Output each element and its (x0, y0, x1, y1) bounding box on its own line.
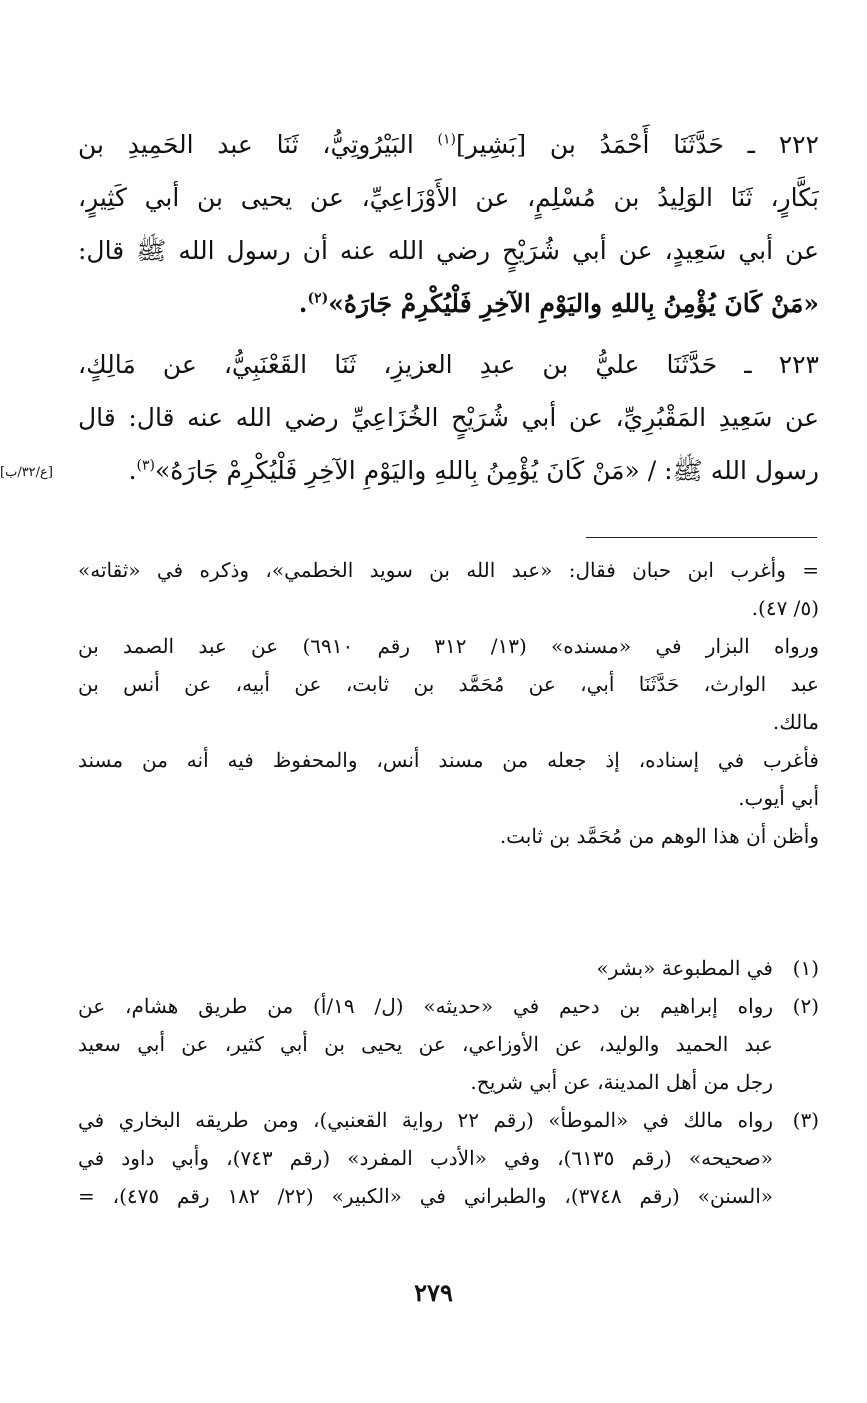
footnote-text: رواه مالك في «الموطأ» (رقم ٢٢ رواية القعنبي)، ومن طريقه البخاري في (78, 1108, 773, 1132)
hadith-223-line-3: رسول الله ﷺ: / «مَنْ كَانَ يُؤْمِنُ بِاللهِ واليَوْمِ الآخِرِ فَلْيُكْرِمْ جَارَهُ»$^{(٣)}$. (128, 456, 819, 485)
footnote-line: فأغرب في إسناده، إذ جعله من مسند أنس، والمحفوظ فيه أنه من مسند (78, 748, 819, 772)
footnote-line: وأظن أن هذا الوهم من مُحَمَّد بن ثابت. (499, 824, 819, 848)
footnote-ref-2: (٢) (307, 290, 329, 307)
footnote-1 (78, 949, 819, 987)
hadith-222-line-2: بَكَّارٍ، ثَنَا الوَلِيدُ بن مُسْلِمٍ، عن الأَوْزَاعِيِّ، عن يحيى بن أبي كَثِيرٍ، (78, 183, 819, 212)
footnote-3 (78, 1101, 819, 1215)
footnote-text: «صحيحه» (رقم ٦١٣٥)، وفي «الأدب المفرد» (رقم ٧٤٣)، وأبي داود في (78, 1146, 773, 1170)
footnote-line: (٥/ ٤٧). (751, 596, 819, 620)
footnote-ref-3: (٣) (136, 457, 156, 474)
page-number: ٢٧٩ (414, 1278, 453, 1307)
footnote-ref-1: (١) (437, 131, 456, 148)
footnote-text: رواه إبراهيم بن دحيم في «حديثه» (ل/ ١٩/أ) من طريق هشام، عن (78, 994, 773, 1018)
footnote-number: (٣) (792, 1108, 819, 1132)
footnote-text: رجل من أهل المدينة، عن أبي شريح. (470, 1070, 773, 1094)
footnote-text: في المطبوعة «بشر» (596, 956, 773, 980)
main-text (78, 118, 819, 497)
footnote-text: «السنن» (رقم ٣٧٤٨)، والطبراني في «الكبير» (٢٢/ ١٨٢ رقم ٤٧٥)، = (78, 1184, 773, 1208)
hadith-222-line-3: عن أبي سَعِيدٍ، عن أبي شُرَيْحٍ رضي الله عنه أن رسول الله ﷺ قال: (78, 236, 819, 265)
footnote-line: عبد الوارث، حَدَّثَنَا أبي، عن مُحَمَّد بن ثابت، عن أبيه، عن أنس بن (78, 672, 819, 696)
footnote-line: ورواه البزار في «مسنده» (١٣/ ٣١٢ رقم ٦٩١٠) عن عبد الصمد بن (78, 634, 819, 658)
hadith-223-line-1: ٢٢٣ ـ حَدَّثَنَا عليُّ بن عبدِ العزيزِ، ثَنَا القَعْنَبِيُّ، عن مَالِكٍ، (78, 350, 819, 379)
footnote-separator (586, 537, 817, 538)
footnote-number: (١) (792, 956, 819, 980)
hadith-222-matn: «مَنْ كَانَ يُؤْمِنُ بِاللهِ واليَوْمِ الآخِرِ فَلْيُكْرِمْ جَارَهُ»$^{(٢)}$. (298, 289, 819, 318)
footnotes (78, 949, 819, 1215)
manuscript-folio-marker: [ع/٣٢/ب] (0, 465, 53, 480)
footnote-number: (٢) (792, 994, 819, 1018)
footnote-text: عبد الحميد والوليد، عن الأوزاعي، عن يحيى بن أبي كثير، عن أبي سعيد (78, 1032, 773, 1056)
footnotes-continued (78, 551, 819, 855)
footnote-line: = وأغرب ابن حبان فقال: «عبد الله بن سويد الخطمي»، وذكره في «ثقاته» (78, 558, 819, 582)
hadith-222-line-1: ٢٢٢ ـ حَدَّثَنَا أَحْمَدُ بن [بَشِير]$^{(١)}$ البَيْرُوتِيُّ، ثَنَا عبد الحَمِيدِ بن (78, 130, 819, 159)
footnote-line: أبي أيوب. (738, 786, 819, 810)
hadith-223-line-2: عن سَعِيدِ المَقْبُرِيِّ، عن أبي شُرَيْحٍ الخُزَاعِيِّ رضي الله عنه قال: قال (78, 403, 819, 432)
footnote-2 (78, 987, 819, 1101)
footnote-line: مالك. (772, 710, 819, 734)
